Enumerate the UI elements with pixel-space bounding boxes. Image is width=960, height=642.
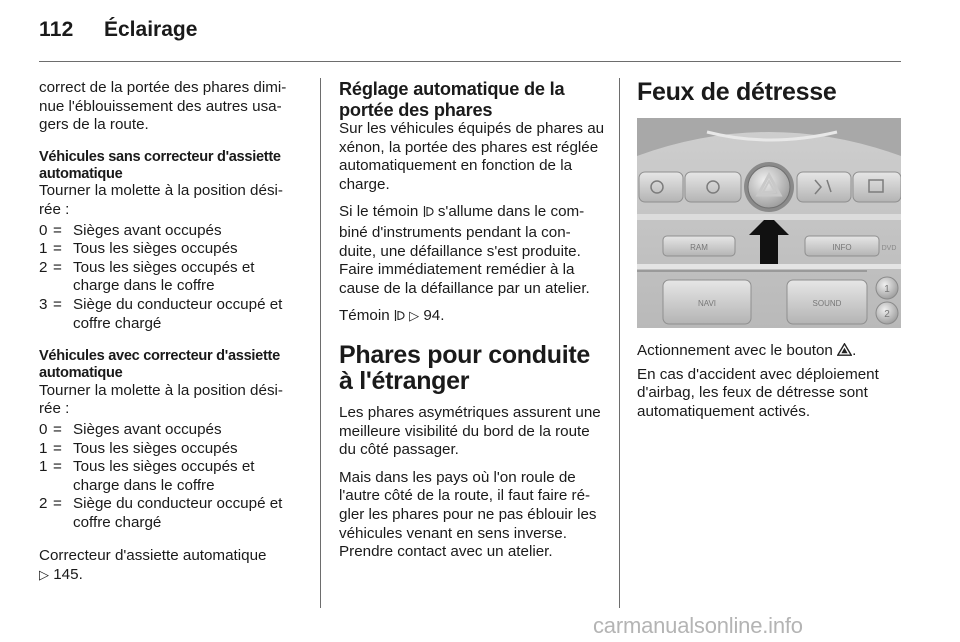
column-divider-2	[619, 78, 620, 608]
column-3	[637, 79, 901, 430]
reference-arrow-icon: ▷	[409, 308, 420, 324]
watermark: carmanualsonline.info	[593, 613, 803, 638]
paragraph: En cas d'accident avec déploiement d'airbag, les feux de détresse sont automatiquement activés.	[637, 365, 879, 420]
instruction-text: Tourner la molette à la position dési- rée :	[39, 182, 283, 218]
intro-paragraph: correct de la portée des phares dimi- nue l'éblouissement des autres usa- gers de la route.	[39, 79, 287, 134]
button-label: DVD	[881, 245, 897, 252]
column-1	[39, 79, 305, 585]
list-item: 1 = Tous les sièges occupés	[39, 240, 238, 258]
position-list-manual	[39, 222, 305, 334]
list-item: 2 = Tous les sièges occupés et charge dans le coffre	[39, 258, 255, 295]
reference-arrow-icon: ▷	[39, 567, 49, 583]
paragraph: Si le témoin s'allume dans le com- biné d'instruments pendant la con- duite, une défaillance s'est produite. Faire immédiatement remédier à la cause de la défaillance par un atelier.	[339, 203, 590, 297]
list-item: 0 = Sièges avant occupés	[39, 420, 222, 438]
hazard-triangle-icon	[837, 343, 852, 362]
button-label: INFO	[832, 243, 852, 252]
paragraph: Mais dans les pays où l'on roule de l'autre côté de la route, il faut faire ré- gler les phares pour ne pas éblouir les véhicules venant en sens inverse. Prendre contact avec un atelier.	[339, 468, 597, 561]
button-label: NAVI	[697, 299, 717, 308]
paragraph: Témoin ▷ 94.	[339, 307, 605, 328]
headlight-range-warning-icon	[394, 309, 405, 328]
paragraph: Sur les véhicules équipés de phares au xénon, la portée des phares est réglée automatiquement en fonction de la charge.	[339, 120, 605, 193]
chapter-title: Éclairage	[104, 18, 198, 41]
hazard-button-photo	[637, 118, 901, 328]
cross-reference: Correcteur d'assiette automatique ▷ 145.	[39, 547, 267, 584]
section-heading-automatic: Véhicules avec correcteur d'assiette automatique	[39, 348, 280, 381]
instruction-text: Tourner la molette à la position dési- rée :	[39, 381, 283, 418]
headlight-range-warning-icon	[423, 205, 434, 224]
section-title-abroad: Phares pour conduite à l'étranger	[339, 340, 590, 395]
list-item: 0 = Sièges avant occupés	[39, 221, 222, 239]
page-reference[interactable]: 145.	[53, 566, 83, 584]
list-item: 1 = Tous les sièges occupés	[39, 439, 238, 457]
section-heading: Réglage automatique de la portée des phares	[339, 79, 565, 120]
position-list-automatic	[39, 421, 305, 533]
photo-caption: Actionnement avec le bouton .	[637, 342, 901, 362]
column-divider-1	[320, 78, 321, 608]
section-heading-manual: Véhicules sans correcteur d'assiette automatique	[39, 148, 281, 182]
header-rule	[39, 61, 901, 62]
paragraph: Les phares asymétriques assurent une meilleure visibilité du bord de la route du côté passager.	[339, 403, 601, 459]
column-2	[339, 79, 605, 571]
list-item: 3 = Siège du conducteur occupé et coffre chargé	[39, 295, 283, 332]
page-number: 112	[39, 18, 74, 41]
page-reference[interactable]: 94.	[423, 307, 445, 325]
preset-label: 1	[884, 284, 890, 295]
list-item: 2 = Siège du conducteur occupé et coffre chargé	[39, 495, 283, 531]
section-title-hazard: Feux de détresse	[637, 78, 837, 106]
button-label: SOUND	[812, 299, 842, 308]
list-item: 1 = Tous les sièges occupés et charge dans le coffre	[39, 458, 255, 494]
preset-label: 2	[884, 309, 890, 320]
button-label: RAM	[690, 243, 708, 252]
